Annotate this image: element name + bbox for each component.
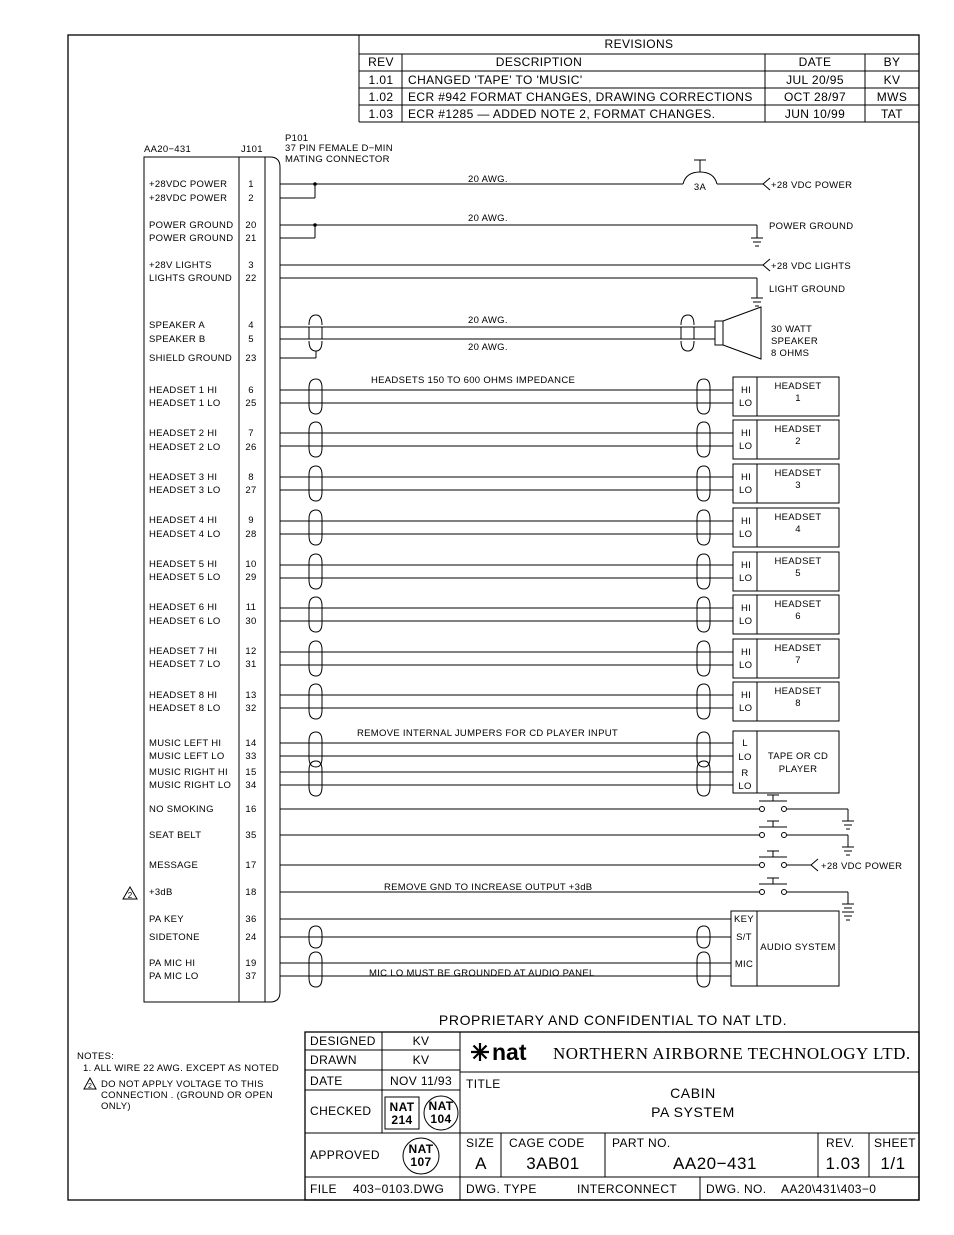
tape-pin-l: L — [742, 738, 748, 749]
drawn-value: KV — [412, 1053, 430, 1067]
speaker-label-1: 30 WATT — [771, 324, 813, 335]
file-value: 403−0103.DWG — [353, 1182, 445, 1196]
svg-text:HI: HI — [741, 690, 752, 701]
switches — [759, 795, 854, 920]
svg-text:4: 4 — [795, 524, 801, 535]
p101-line-2: 37 PIN FEMALE D−MIN — [285, 143, 393, 154]
headset-box-3 — [733, 464, 839, 503]
connector-arrow-icon — [763, 259, 770, 271]
svg-text:LO: LO — [739, 529, 753, 540]
jumper-note: REMOVE INTERNAL JUMPERS FOR CD PLAYER INPUT — [357, 728, 618, 739]
pin-number: 22 — [245, 273, 257, 284]
speaker-label-3: 8 OHMS — [771, 348, 810, 359]
pin-label: SPEAKER B — [149, 334, 206, 345]
junction-dot — [313, 182, 317, 186]
svg-text:2: 2 — [88, 1083, 92, 1090]
power-ground-label: POWER GROUND — [769, 221, 854, 232]
pin-number: 30 — [245, 616, 257, 627]
svg-text:HEADSET: HEADSET — [774, 643, 822, 654]
dwg-type-value: INTERCONNECT — [577, 1182, 678, 1196]
pin-label: MUSIC LEFT LO — [149, 751, 225, 762]
pin-number: 17 — [245, 860, 257, 871]
headset-impedance-note: HEADSETS 150 TO 600 OHMS IMPEDANCE — [371, 375, 576, 386]
awg-note-speaker-b: 20 AWG. — [468, 342, 508, 353]
pin-number: 18 — [245, 887, 257, 898]
notes-title: NOTES: — [77, 1051, 115, 1062]
pin-label: HEADSET 2 LO — [149, 442, 221, 453]
rev-row-1-by: KV — [883, 73, 901, 87]
pin-label: HEADSET 8 HI — [149, 690, 218, 701]
pin-label: +28VDC POWER — [149, 179, 228, 190]
pin-number: 9 — [248, 515, 254, 526]
sheet-label: SHEET — [874, 1136, 917, 1150]
revisions-table — [359, 35, 919, 122]
pin-number: 14 — [245, 738, 257, 749]
pin-number: 1 — [248, 179, 254, 190]
pin-label: HEADSET 2 HI — [149, 428, 218, 439]
headset-wiring — [280, 379, 733, 987]
pin-number: 29 — [245, 572, 257, 583]
approved-stamp-107 — [403, 1138, 439, 1174]
rev-row-3-by: TAT — [880, 107, 904, 121]
svg-text:LO: LO — [739, 616, 753, 627]
pin-number: 12 — [245, 646, 257, 657]
svg-text:HEADSET: HEADSET — [774, 424, 822, 435]
pin-label: PA MIC HI — [149, 958, 196, 969]
tape-cd-player — [733, 731, 839, 793]
svg-text:HEADSET: HEADSET — [774, 686, 822, 697]
pin-number: 7 — [248, 428, 254, 439]
title-line-1: CABIN — [670, 1085, 716, 1101]
checked-stamp-214 — [385, 1097, 419, 1129]
title-label: TITLE — [466, 1077, 501, 1091]
approved-label: APPROVED — [310, 1148, 380, 1162]
pin-label: HEADSET 1 LO — [149, 398, 221, 409]
tape-pin-lo-2: LO — [738, 781, 752, 792]
wiring — [280, 160, 763, 976]
company-name: NORTHERN AIRBORNE TECHNOLOGY LTD. — [553, 1044, 911, 1063]
pin-number: 15 — [245, 767, 257, 778]
audio-system — [731, 911, 839, 986]
pin-label: SHIELD GROUND — [149, 353, 233, 364]
light-ground-label: LIGHT GROUND — [769, 284, 846, 295]
pin-label: HEADSET 7 HI — [149, 646, 218, 657]
pin-label: MUSIC RIGHT LO — [149, 780, 232, 791]
rev-value: 1.03 — [825, 1154, 861, 1173]
checked-stamp-104 — [424, 1096, 458, 1130]
svg-text:HEADSET: HEADSET — [774, 512, 822, 523]
rev-row-1-rev: 1.01 — [368, 73, 394, 87]
pin-number: 10 — [245, 559, 257, 570]
awg-note-speaker-a: 20 AWG. — [468, 315, 508, 326]
svg-text:LO: LO — [739, 485, 753, 496]
pin-label: HEADSET 3 LO — [149, 485, 221, 496]
pin-number: 34 — [245, 780, 257, 791]
nat-logo — [471, 1039, 527, 1065]
pin-number: 28 — [245, 529, 257, 540]
svg-text:LO: LO — [739, 703, 753, 714]
rev-label: REV. — [826, 1136, 855, 1150]
fuse-label: 3A — [693, 182, 707, 193]
tape-label-1: TAPE OR CD — [767, 751, 829, 762]
pin-label: HEADSET 8 LO — [149, 703, 221, 714]
dwg-type-label: DWG. TYPE — [466, 1182, 537, 1196]
speaker-label-2: SPEAKER — [771, 336, 818, 347]
pin-number: 26 — [245, 442, 257, 453]
size-label: SIZE — [466, 1136, 495, 1150]
note-2-marker-icon — [123, 887, 137, 900]
dwg-no-label: DWG. NO. — [706, 1182, 767, 1196]
pin-label: HEADSET 4 LO — [149, 529, 221, 540]
rev-row-1-date: JUL 20/95 — [786, 73, 844, 87]
audio-system-label: AUDIO SYSTEM — [760, 942, 836, 953]
title-line-2: PA SYSTEM — [651, 1104, 735, 1120]
headset-boxes — [733, 377, 839, 721]
svg-text:LO: LO — [739, 441, 753, 452]
pin-number: 19 — [245, 958, 257, 969]
rev-header: REV — [368, 55, 394, 69]
p101-line-1: P101 — [285, 133, 309, 144]
pin-number: 20 — [245, 220, 257, 231]
pin-label: HEADSET 6 HI — [149, 602, 218, 613]
svg-text:HEADSET: HEADSET — [774, 599, 822, 610]
svg-text:HEADSET: HEADSET — [774, 556, 822, 567]
cage-label: CAGE CODE — [509, 1136, 585, 1150]
note-2-line-3: ONLY) — [101, 1101, 131, 1112]
connector-arrow-icon — [763, 178, 770, 190]
unit-label: AA20−431 — [144, 144, 192, 155]
pin-number: 8 — [248, 472, 254, 483]
rev-row-3-date: JUN 10/99 — [784, 107, 846, 121]
date-header: DATE — [798, 55, 832, 69]
file-label: FILE — [310, 1182, 337, 1196]
pin-label: PA MIC LO — [149, 971, 199, 982]
proprietary-notice: PROPRIETARY AND CONFIDENTIAL TO NAT LTD. — [438, 1012, 788, 1028]
pin-label: +28V LIGHTS — [149, 260, 212, 271]
j101-label: J101 — [241, 144, 263, 155]
pin-number: 35 — [245, 830, 257, 841]
pin-label: SIDETONE — [149, 932, 200, 943]
headset-box-7 — [733, 639, 839, 678]
lights-label: +28 VDC LIGHTS — [771, 261, 851, 272]
speaker-icon — [715, 307, 761, 359]
audio-pin-key: KEY — [734, 914, 754, 925]
svg-text:HI: HI — [741, 516, 752, 527]
svg-text:107: 107 — [410, 1155, 432, 1169]
svg-text:3: 3 — [795, 480, 801, 491]
pin-label: PA KEY — [149, 914, 184, 925]
svg-text:NAT: NAT — [428, 1099, 454, 1113]
by-header: BY — [883, 55, 901, 69]
svg-text:1: 1 — [795, 393, 801, 404]
tape-label-2: PLAYER — [778, 764, 818, 775]
power-label-2: +28 VDC POWER — [821, 861, 903, 872]
svg-text:HI: HI — [741, 603, 752, 614]
connector-p101 — [265, 157, 280, 1002]
designed-label: DESIGNED — [310, 1034, 376, 1048]
gnd-3db-note: REMOVE GND TO INCREASE OUTPUT +3dB — [384, 882, 593, 893]
switch-icon — [759, 851, 811, 868]
svg-text:2: 2 — [795, 436, 801, 447]
svg-text:104: 104 — [430, 1112, 452, 1126]
ground-icon — [751, 298, 763, 306]
svg-text:HEADSET: HEADSET — [774, 468, 822, 479]
pin-label: +3dB — [149, 887, 173, 898]
tape-pin-lo-1: LO — [738, 752, 752, 763]
svg-text:nat: nat — [492, 1039, 527, 1065]
svg-text:HI: HI — [741, 385, 752, 396]
pin-number: 25 — [245, 398, 257, 409]
audio-pin-st: S/T — [736, 932, 752, 943]
part-label: PART NO. — [612, 1136, 671, 1150]
headset-box-8 — [733, 682, 839, 721]
title-block — [305, 1032, 919, 1200]
switch-icon — [759, 821, 854, 855]
checked-label: CHECKED — [310, 1104, 372, 1118]
pin-number: 33 — [245, 751, 257, 762]
pin-label: +28VDC POWER — [149, 193, 228, 204]
pin-label: NO SMOKING — [149, 804, 214, 815]
pin-label: HEADSET 3 HI — [149, 472, 218, 483]
awg-note-power: 20 AWG. — [468, 174, 508, 185]
pin-label: LIGHTS GROUND — [149, 273, 233, 284]
date-value: NOV 11/93 — [389, 1074, 453, 1088]
description-header: DESCRIPTION — [495, 55, 583, 69]
svg-text:2: 2 — [127, 891, 133, 900]
headset-box-1 — [733, 377, 839, 416]
pin-number: 21 — [245, 233, 257, 244]
ground-icon — [751, 238, 763, 246]
pin-number: 37 — [245, 971, 257, 982]
switch-icon — [759, 878, 854, 912]
svg-text:HEADSET: HEADSET — [774, 381, 822, 392]
mic-lo-note: MIC LO MUST BE GROUNDED AT AUDIO PANEL — [369, 968, 595, 979]
pin-number: 32 — [245, 703, 257, 714]
pin-number: 6 — [248, 385, 254, 396]
rev-row-2-date: OCT 28/97 — [783, 90, 847, 104]
svg-text:NAT: NAT — [389, 1100, 415, 1114]
pin-label: POWER GROUND — [149, 220, 234, 231]
pin-number: 5 — [248, 334, 254, 345]
date-label: DATE — [310, 1074, 343, 1088]
svg-text:214: 214 — [391, 1113, 413, 1127]
pin-label: MESSAGE — [149, 860, 199, 871]
size-value: A — [475, 1154, 487, 1173]
junction-dot — [313, 223, 317, 227]
svg-text:LO: LO — [739, 573, 753, 584]
headset-box-2 — [733, 420, 839, 459]
pin-label: HEADSET 5 HI — [149, 559, 218, 570]
svg-text:LO: LO — [739, 398, 753, 409]
pin-label: HEADSET 7 LO — [149, 659, 221, 670]
pin-number: 13 — [245, 690, 257, 701]
sheet-value: 1/1 — [880, 1154, 906, 1173]
pin-label: HEADSET 6 LO — [149, 616, 221, 627]
pin-label: SPEAKER A — [149, 320, 206, 331]
pin-number: 31 — [245, 659, 257, 670]
rev-row-3-rev: 1.03 — [368, 107, 394, 121]
svg-text:HI: HI — [741, 560, 752, 571]
pin-label: HEADSET 1 HI — [149, 385, 218, 396]
svg-text:8: 8 — [795, 698, 801, 709]
p101-line-3: MATING CONNECTOR — [285, 154, 390, 165]
svg-text:6: 6 — [795, 611, 801, 622]
drawn-label: DRAWN — [310, 1053, 357, 1067]
note-2-marker-icon — [84, 1078, 96, 1090]
headset-box-5 — [733, 552, 839, 591]
svg-text:HI: HI — [741, 472, 752, 483]
headset-box-4 — [733, 508, 839, 547]
note-2-line-2: CONNECTION . (GROUND OR OPEN — [101, 1090, 274, 1101]
cage-value: 3AB01 — [526, 1154, 580, 1173]
rev-row-2-desc: ECR #942 FORMAT CHANGES, DRAWING CORRECTIONS — [408, 90, 753, 104]
svg-text:LO: LO — [739, 660, 753, 671]
awg-note-ground: 20 AWG. — [468, 213, 508, 224]
pin-label: SEAT BELT — [149, 830, 202, 841]
svg-text:5: 5 — [795, 568, 801, 579]
rev-row-3-desc: ECR #1285 — ADDED NOTE 2, FORMAT CHANGES. — [408, 107, 716, 121]
pin-number: 27 — [245, 485, 257, 496]
revisions-title: REVISIONS — [604, 37, 674, 51]
pin-label: POWER GROUND — [149, 233, 234, 244]
pin-number: 24 — [245, 932, 257, 943]
designed-value: KV — [412, 1034, 430, 1048]
note-2-line-1: DO NOT APPLY VOLTAGE TO THIS — [101, 1079, 264, 1090]
svg-text:7: 7 — [795, 655, 801, 666]
svg-text:HI: HI — [741, 428, 752, 439]
pin-number: 11 — [245, 602, 257, 613]
pin-label: HEADSET 4 HI — [149, 515, 218, 526]
svg-text:NAT: NAT — [408, 1142, 434, 1156]
rev-row-2-rev: 1.02 — [368, 90, 394, 104]
pin-number: 3 — [248, 260, 254, 271]
pin-label: MUSIC LEFT HI — [149, 738, 222, 749]
tape-pin-r: R — [741, 768, 749, 779]
rev-row-2-by: MWS — [876, 90, 908, 104]
power-label: +28 VDC POWER — [771, 180, 853, 191]
part-value: AA20−431 — [673, 1154, 757, 1173]
svg-text:HI: HI — [741, 647, 752, 658]
headset-box-6 — [733, 595, 839, 634]
rev-row-1-desc: CHANGED 'TAPE' TO 'MUSIC' — [408, 73, 583, 87]
pin-number: 23 — [245, 353, 257, 364]
pin-number: 4 — [248, 320, 254, 331]
pin-label: MUSIC RIGHT HI — [149, 767, 228, 778]
pin-labels — [149, 179, 257, 982]
pin-number: 16 — [245, 804, 257, 815]
connector-arrow-icon — [811, 859, 818, 871]
dwg-no-value: AA20\431\403−0 — [781, 1182, 877, 1196]
note-1: 1. ALL WIRE 22 AWG. EXCEPT AS NOTED — [83, 1063, 279, 1074]
audio-pin-mic: MIC — [734, 959, 754, 970]
pin-number: 2 — [248, 193, 254, 204]
pin-label: HEADSET 5 LO — [149, 572, 221, 583]
pin-number: 36 — [245, 914, 257, 925]
